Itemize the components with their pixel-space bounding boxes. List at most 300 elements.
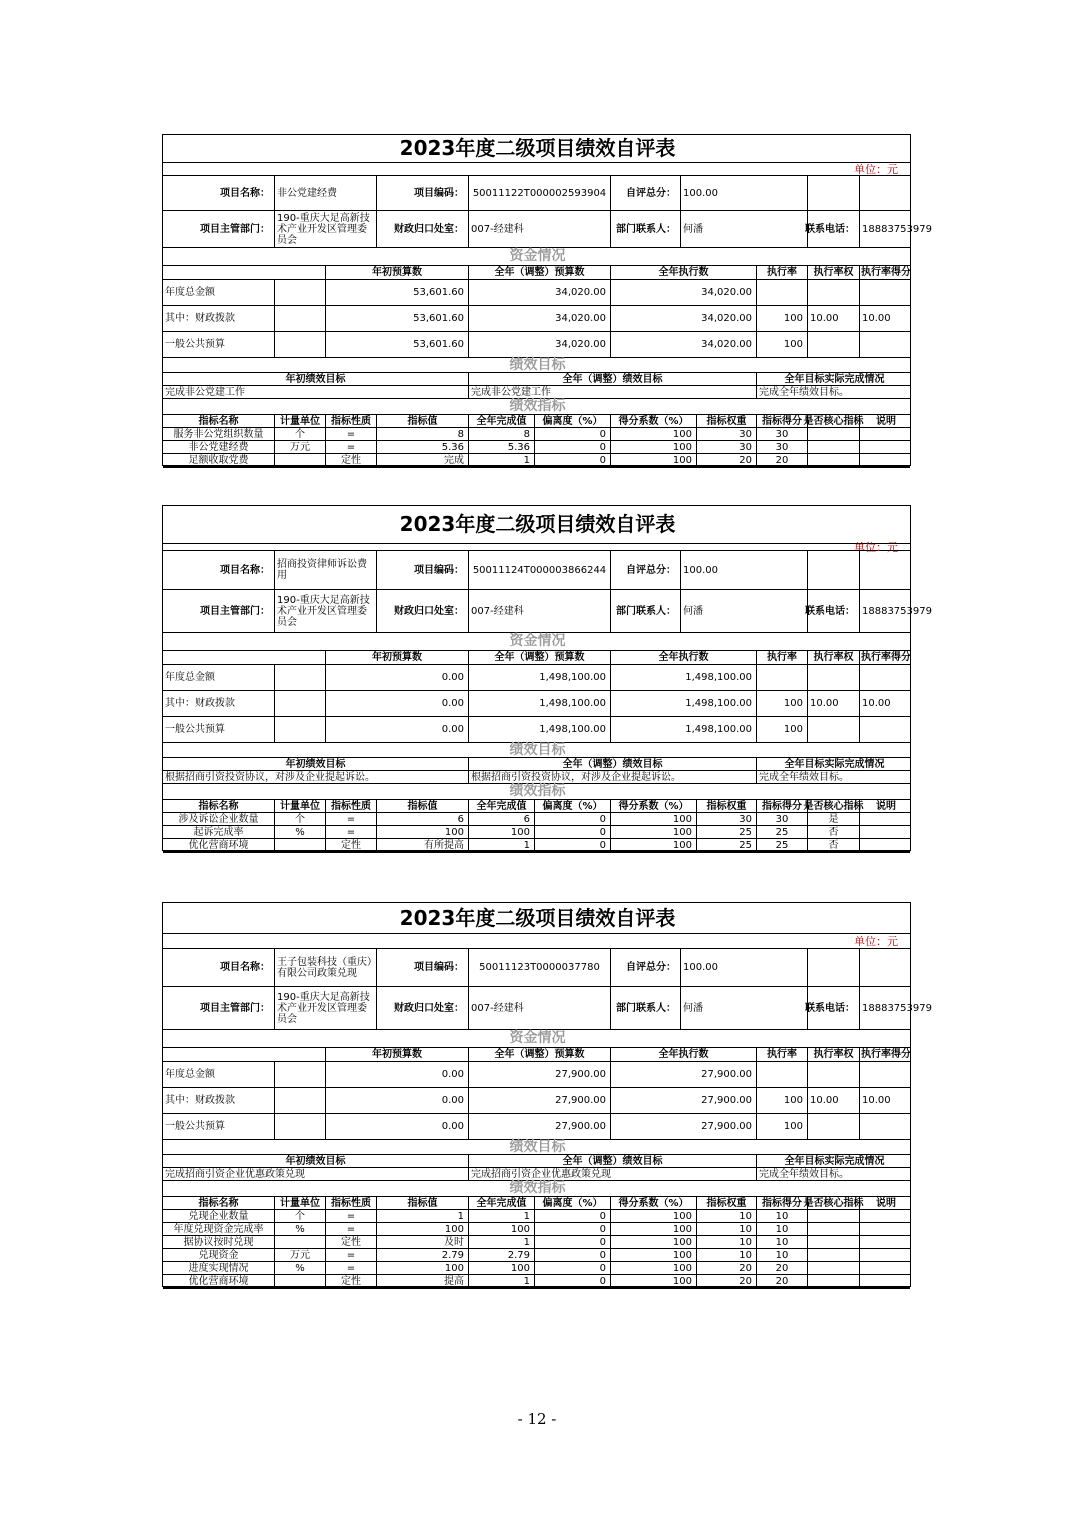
funds-row — [163, 1114, 910, 1140]
indicator-note — [860, 839, 912, 851]
executed-amount: 27,900.00 — [611, 1088, 757, 1113]
indicator-row — [163, 1275, 910, 1288]
indicator-coefficient: 100 — [611, 1249, 697, 1261]
indicator-core — [808, 1210, 860, 1222]
blank-cell — [275, 665, 326, 690]
total-score: 100.00 — [681, 551, 808, 589]
indicator-note — [860, 1223, 912, 1235]
dept-label: 项目主管部门： — [163, 211, 275, 247]
indicator-deviation: 0 — [535, 1236, 611, 1248]
initial-budget: 53,601.60 — [326, 306, 469, 331]
indicator-unit: 个 — [275, 813, 326, 825]
indicator-actual: 6 — [469, 813, 535, 825]
department-row — [163, 211, 932, 248]
indicator-deviation: 0 — [535, 454, 611, 466]
office-label: 财政归口处室： — [377, 987, 469, 1029]
indicator-name: 服务非公党组织数量 — [163, 428, 275, 440]
execution-rate: 100 — [757, 1088, 808, 1113]
indicator-type: 定性 — [326, 1236, 377, 1248]
indicator-deviation: 0 — [535, 1249, 611, 1261]
executed-amount: 27,900.00 — [611, 1114, 757, 1139]
goals-section-title: 绩效目标 — [509, 741, 566, 758]
execution-rate: 100 — [757, 717, 808, 742]
indicator-header: 全年完成值 — [469, 1197, 535, 1209]
indicators-section-row — [163, 1181, 910, 1197]
indicator-name: 优化营商环境 — [163, 1275, 275, 1287]
rate-weight — [808, 665, 860, 690]
indicator-name: 优化营商环境 — [163, 839, 275, 851]
indicator-row — [163, 454, 910, 467]
funds-header: 执行率得分 — [861, 652, 911, 663]
page-number: - 12 - — [517, 1410, 557, 1428]
indicator-header: 说明 — [876, 1197, 896, 1209]
execution-rate: 100 — [757, 306, 808, 331]
indicator-header: 指标名称 — [163, 800, 275, 812]
goals-header-row — [163, 758, 910, 771]
indicator-unit — [275, 1275, 326, 1287]
indicator-header: 得分系数（%） — [611, 1197, 697, 1209]
indicator-row — [163, 813, 910, 826]
blank-cell — [275, 280, 326, 305]
indicator-target: 完成 — [377, 454, 469, 466]
funds-header: 执行率权 — [808, 1048, 860, 1061]
indicators-section-title: 绩效指标 — [509, 1180, 566, 1196]
funds-header: 全年执行数 — [611, 1048, 757, 1061]
goal-text: 完成全年绩效目标。 — [759, 1168, 849, 1180]
indicator-name: 兑现资金 — [163, 1249, 275, 1261]
adjusted-budget: 34,020.00 — [469, 280, 611, 305]
unit-row — [163, 934, 910, 949]
phone-number: 18883753979 — [862, 605, 932, 617]
indicator-target: 8 — [377, 428, 469, 440]
initial-budget: 53,601.60 — [326, 280, 469, 305]
funds-row — [163, 306, 910, 332]
indicator-name: 进度实现情况 — [163, 1262, 275, 1274]
indicator-header: 指标值 — [377, 415, 469, 427]
indicator-header: 指标名称 — [163, 1197, 275, 1209]
indicator-row — [163, 1249, 910, 1262]
indicator-weight: 20 — [697, 1275, 757, 1287]
indicator-actual: 1 — [469, 1210, 535, 1222]
project-code-label: 项目编码： — [377, 551, 469, 589]
initial-budget: 0.00 — [326, 665, 469, 690]
goals-section-row — [163, 1140, 910, 1155]
funds-header: 年初预算数 — [326, 651, 469, 664]
indicator-score: 25 — [757, 839, 808, 851]
indicators-section-row — [163, 399, 910, 415]
goal-header: 全年（调整）绩效目标 — [469, 1155, 757, 1167]
indicator-header: 指标值 — [377, 800, 469, 812]
indicator-actual: 5.36 — [469, 441, 535, 453]
indicator-header: 得分系数（%） — [611, 415, 697, 427]
funds-header: 全年执行数 — [611, 651, 757, 664]
indicator-coefficient: 100 — [611, 826, 697, 838]
indicator-unit — [275, 454, 326, 466]
rate-score — [860, 1114, 912, 1139]
funds-row — [163, 691, 910, 717]
project-name: 非公党建经费 — [275, 176, 377, 210]
indicators-section-row — [163, 784, 910, 800]
dept-label: 项目主管部门： — [163, 987, 275, 1029]
indicator-score: 25 — [757, 826, 808, 838]
indicator-header: 指标性质 — [326, 800, 377, 812]
rate-weight: 10.00 — [808, 691, 860, 716]
indicator-actual: 1 — [469, 1275, 535, 1287]
indicator-target: 100 — [377, 826, 469, 838]
indicator-score: 30 — [757, 441, 808, 453]
funds-row-label: 一般公共预算 — [163, 1114, 275, 1139]
indicator-header: 偏离度（%） — [535, 800, 611, 812]
indicator-deviation: 0 — [535, 1275, 611, 1287]
indicator-header: 是否核心指标 — [803, 800, 864, 812]
execution-rate — [757, 1062, 808, 1087]
contact-label: 部门联系人： — [611, 590, 681, 632]
executed-amount: 34,020.00 — [611, 332, 757, 357]
indicator-note — [860, 813, 912, 825]
indicator-header: 是否核心指标 — [803, 415, 864, 427]
goal-text: 完成全年绩效目标。 — [759, 771, 849, 783]
office-label: 财政归口处室： — [377, 590, 469, 632]
indicator-target: 100 — [377, 1223, 469, 1235]
funds-header: 全年（调整）预算数 — [469, 266, 611, 279]
indicator-note — [860, 1262, 912, 1274]
indicator-deviation: 0 — [535, 839, 611, 851]
unit-label: 单位：元 — [854, 162, 898, 176]
adjusted-budget: 34,020.00 — [469, 332, 611, 357]
indicator-weight: 30 — [697, 813, 757, 825]
indicator-coefficient: 100 — [611, 813, 697, 825]
funds-header: 年初预算数 — [326, 1048, 469, 1061]
indicator-actual: 2.79 — [469, 1249, 535, 1261]
blank-cell — [275, 332, 326, 357]
indicator-type: 定性 — [326, 1275, 377, 1287]
rate-weight — [808, 280, 860, 305]
indicator-note — [860, 1249, 912, 1261]
blank-cell — [275, 691, 326, 716]
indicator-row — [163, 839, 910, 852]
indicator-type: = — [326, 1249, 377, 1261]
indicator-core — [808, 1236, 860, 1248]
indicator-coefficient: 100 — [611, 1210, 697, 1222]
phone-label: 联系电话： — [808, 987, 860, 1029]
rate-weight: 10.00 — [808, 306, 860, 331]
indicator-unit — [275, 839, 326, 851]
department: 190-重庆大足高新技术产业开发区管理委员会 — [275, 211, 377, 247]
evaluation-table — [162, 134, 932, 466]
funds-header: 执行率得分 — [861, 1049, 911, 1060]
funds-row-label: 一般公共预算 — [163, 332, 275, 357]
indicator-target: 6 — [377, 813, 469, 825]
indicator-unit: % — [275, 1262, 326, 1274]
contact-label: 部门联系人： — [611, 211, 681, 247]
funds-row-label: 年度总金额 — [163, 280, 275, 305]
blank-cell — [860, 551, 912, 589]
indicators-header-row — [163, 415, 910, 428]
indicator-header: 指标权重 — [697, 1197, 757, 1209]
goal-header: 年初绩效目标 — [163, 758, 469, 770]
rate-weight — [808, 1114, 860, 1139]
evaluation-table — [162, 902, 932, 1287]
project-row — [163, 176, 910, 211]
indicator-row — [163, 467, 910, 468]
indicator-header: 偏离度（%） — [535, 1197, 611, 1209]
funds-row-label: 其中：财政拨款 — [163, 1088, 275, 1113]
funds-section-row — [163, 248, 910, 266]
indicator-coefficient: 100 — [611, 1262, 697, 1274]
finance-office: 007-经建科 — [469, 987, 611, 1029]
indicator-header: 指标得分 — [757, 415, 808, 427]
indicator-weight: 25 — [697, 826, 757, 838]
execution-rate: 100 — [757, 691, 808, 716]
executed-amount: 1,498,100.00 — [611, 665, 757, 690]
indicator-name: 足额收取党费 — [163, 454, 275, 466]
goals-header-row — [163, 1155, 910, 1168]
indicator-header: 得分系数（%） — [611, 800, 697, 812]
unit-row — [163, 540, 910, 554]
goals-section-row — [163, 743, 910, 758]
finance-office: 007-经建科 — [469, 211, 611, 247]
indicator-type: 定性 — [326, 454, 377, 466]
indicator-name: 据协议按时兑现 — [163, 1236, 275, 1248]
department-row — [163, 590, 932, 633]
project-name-label: 项目名称： — [163, 949, 275, 986]
blank-cell — [860, 949, 912, 986]
indicator-type: = — [326, 1210, 377, 1222]
unit-label: 单位：元 — [854, 934, 898, 948]
project-row — [163, 551, 910, 590]
indicator-type: 定性 — [326, 839, 377, 851]
funds-header-row — [163, 651, 910, 665]
indicator-header: 指标权重 — [697, 415, 757, 427]
indicator-row — [163, 1236, 910, 1249]
indicator-header: 偏离度（%） — [535, 415, 611, 427]
indicator-deviation: 0 — [535, 1262, 611, 1274]
funds-row-label: 一般公共预算 — [163, 717, 275, 742]
funds-row-label: 年度总金额 — [163, 665, 275, 690]
indicator-score: 10 — [757, 1210, 808, 1222]
funds-row-label: 其中：财政拨款 — [163, 306, 275, 331]
goal-text: 完成招商引资企业优惠政策兑现 — [163, 1168, 469, 1180]
department-row — [163, 987, 932, 1030]
indicator-deviation: 0 — [535, 826, 611, 838]
funds-section-title: 资金情况 — [509, 1030, 566, 1046]
indicator-row — [163, 852, 910, 853]
title-row — [163, 506, 910, 544]
indicator-header: 指标权重 — [697, 800, 757, 812]
executed-amount: 1,498,100.00 — [611, 691, 757, 716]
executed-amount: 34,020.00 — [611, 306, 757, 331]
blank-cell — [163, 651, 326, 664]
indicator-core: 是 — [808, 813, 860, 825]
goal-text: 完成全年绩效目标。 — [759, 386, 849, 398]
executed-amount: 27,900.00 — [611, 1062, 757, 1087]
indicator-score: 10 — [757, 1236, 808, 1248]
project-name-label: 项目名称： — [163, 176, 275, 210]
indicator-coefficient: 100 — [611, 1275, 697, 1287]
indicator-score: 10 — [757, 1249, 808, 1261]
blank-cell — [808, 176, 860, 210]
funds-row-label: 其中：财政拨款 — [163, 691, 275, 716]
indicator-type: = — [326, 428, 377, 440]
indicator-weight: 10 — [697, 1236, 757, 1248]
blank-cell — [275, 1062, 326, 1087]
total-score: 100.00 — [681, 949, 808, 986]
initial-budget: 53,601.60 — [326, 332, 469, 357]
rate-score — [860, 717, 912, 742]
adjusted-budget: 27,900.00 — [469, 1114, 611, 1139]
rate-score — [860, 332, 912, 357]
indicator-deviation: 0 — [535, 428, 611, 440]
funds-header: 执行率 — [757, 651, 808, 664]
indicator-row — [163, 441, 910, 454]
funds-header: 执行率权 — [808, 651, 860, 664]
indicator-coefficient: 100 — [611, 1223, 697, 1235]
funds-row-label: 年度总金额 — [163, 1062, 275, 1087]
indicator-unit: % — [275, 1223, 326, 1235]
indicator-name: 起诉完成率 — [163, 826, 275, 838]
indicator-core: 否 — [808, 826, 860, 838]
indicator-actual: 100 — [469, 826, 535, 838]
goal-header: 全年目标实际完成情况 — [784, 758, 885, 770]
indicators-header-row — [163, 800, 910, 813]
goal-text: 完成招商引资企业优惠政策兑现 — [469, 1168, 757, 1180]
rate-weight — [808, 332, 860, 357]
blank-cell — [808, 551, 860, 589]
indicator-unit: 万元 — [275, 441, 326, 453]
initial-budget: 0.00 — [326, 691, 469, 716]
indicators-section-title: 绩效指标 — [509, 783, 566, 799]
initial-budget: 0.00 — [326, 1114, 469, 1139]
rate-weight: 10.00 — [808, 1088, 860, 1113]
indicator-weight: 10 — [697, 1210, 757, 1222]
indicator-deviation: 0 — [535, 441, 611, 453]
indicator-coefficient: 100 — [611, 454, 697, 466]
blank-cell — [163, 1048, 326, 1061]
funds-header-row — [163, 1048, 910, 1062]
funds-header: 全年（调整）预算数 — [469, 651, 611, 664]
indicator-type: = — [326, 826, 377, 838]
blank-cell — [275, 717, 326, 742]
indicator-core — [808, 428, 860, 440]
goals-section-row — [163, 358, 910, 373]
table-title: 2023年度二级项目绩效自评表 — [399, 136, 676, 160]
evaluation-table — [162, 505, 932, 851]
adjusted-budget: 27,900.00 — [469, 1062, 611, 1087]
indicators-section-title: 绩效指标 — [509, 398, 566, 414]
goal-header: 全年目标实际完成情况 — [784, 1155, 885, 1167]
goal-header: 年初绩效目标 — [163, 373, 469, 385]
indicator-target: 100 — [377, 1262, 469, 1274]
indicator-coefficient: 100 — [611, 1236, 697, 1248]
indicator-actual: 100 — [469, 1262, 535, 1274]
adjusted-budget: 1,498,100.00 — [469, 691, 611, 716]
blank-cell — [808, 949, 860, 986]
indicator-weight: 20 — [697, 454, 757, 466]
adjusted-budget: 1,498,100.00 — [469, 665, 611, 690]
indicator-actual: 100 — [469, 1223, 535, 1235]
unit-row — [163, 163, 910, 176]
indicator-core — [808, 441, 860, 453]
indicators-header-row — [163, 1197, 910, 1210]
indicator-weight: 10 — [697, 1249, 757, 1261]
score-label: 自评总分： — [611, 551, 681, 589]
project-code-label: 项目编码： — [377, 176, 469, 210]
indicator-deviation: 0 — [535, 1223, 611, 1235]
indicator-header: 计量单位 — [275, 415, 326, 427]
rate-score — [860, 665, 912, 690]
funds-section-row — [163, 633, 910, 651]
goal-text: 完成非公党建工作 — [163, 386, 469, 398]
funds-section-title: 资金情况 — [509, 633, 566, 649]
execution-rate: 100 — [757, 332, 808, 357]
project-row — [163, 949, 910, 987]
indicator-weight: 10 — [697, 1223, 757, 1235]
adjusted-budget: 34,020.00 — [469, 306, 611, 331]
indicator-core — [808, 454, 860, 466]
indicator-header: 计量单位 — [275, 800, 326, 812]
indicator-score: 20 — [757, 1275, 808, 1287]
indicator-actual: 8 — [469, 428, 535, 440]
indicator-header: 全年完成值 — [469, 415, 535, 427]
goals-section-title: 绩效目标 — [509, 356, 566, 373]
funds-header: 执行率权 — [808, 266, 860, 279]
funds-row — [163, 1088, 910, 1114]
score-label: 自评总分： — [611, 949, 681, 986]
adjusted-budget: 1,498,100.00 — [469, 717, 611, 742]
indicator-row — [163, 826, 910, 839]
funds-row — [163, 1062, 910, 1088]
execution-rate: 100 — [757, 1114, 808, 1139]
indicator-unit: 个 — [275, 428, 326, 440]
dept-label: 项目主管部门： — [163, 590, 275, 632]
blank-cell — [275, 1114, 326, 1139]
contact-person: 何潘 — [681, 590, 808, 632]
indicator-actual: 1 — [469, 839, 535, 851]
initial-budget: 0.00 — [326, 717, 469, 742]
indicator-target: 及时 — [377, 1236, 469, 1248]
rate-weight — [808, 717, 860, 742]
adjusted-budget: 27,900.00 — [469, 1088, 611, 1113]
indicator-type: = — [326, 441, 377, 453]
indicator-header: 全年完成值 — [469, 800, 535, 812]
goal-text: 根据招商引资投资协议，对涉及企业提起诉讼。 — [163, 771, 469, 783]
table-title: 2023年度二级项目绩效自评表 — [399, 512, 676, 536]
project-name: 王子包装科技（重庆）有限公司政策兑现 — [275, 949, 377, 986]
contact-person: 何潘 — [681, 211, 808, 247]
funds-row — [163, 332, 910, 358]
funds-row — [163, 717, 910, 743]
funds-section-row — [163, 1030, 910, 1048]
goals-section-title: 绩效目标 — [509, 1138, 566, 1155]
title-row — [163, 135, 910, 163]
indicator-coefficient: 100 — [611, 428, 697, 440]
indicator-core: 否 — [808, 839, 860, 851]
indicator-note — [860, 1275, 912, 1287]
project-code-label: 项目编码： — [377, 949, 469, 986]
unit-label: 单位：元 — [854, 540, 898, 554]
indicator-name: 涉及诉讼企业数量 — [163, 813, 275, 825]
indicator-target: 提高 — [377, 1275, 469, 1287]
indicator-deviation: 0 — [535, 813, 611, 825]
executed-amount: 34,020.00 — [611, 280, 757, 305]
table-title: 2023年度二级项目绩效自评表 — [399, 905, 676, 930]
indicator-target: 2.79 — [377, 1249, 469, 1261]
finance-office: 007-经建科 — [469, 590, 611, 632]
indicator-core — [808, 1249, 860, 1261]
indicator-weight: 30 — [697, 441, 757, 453]
indicator-row — [163, 1288, 910, 1289]
execution-rate — [757, 280, 808, 305]
